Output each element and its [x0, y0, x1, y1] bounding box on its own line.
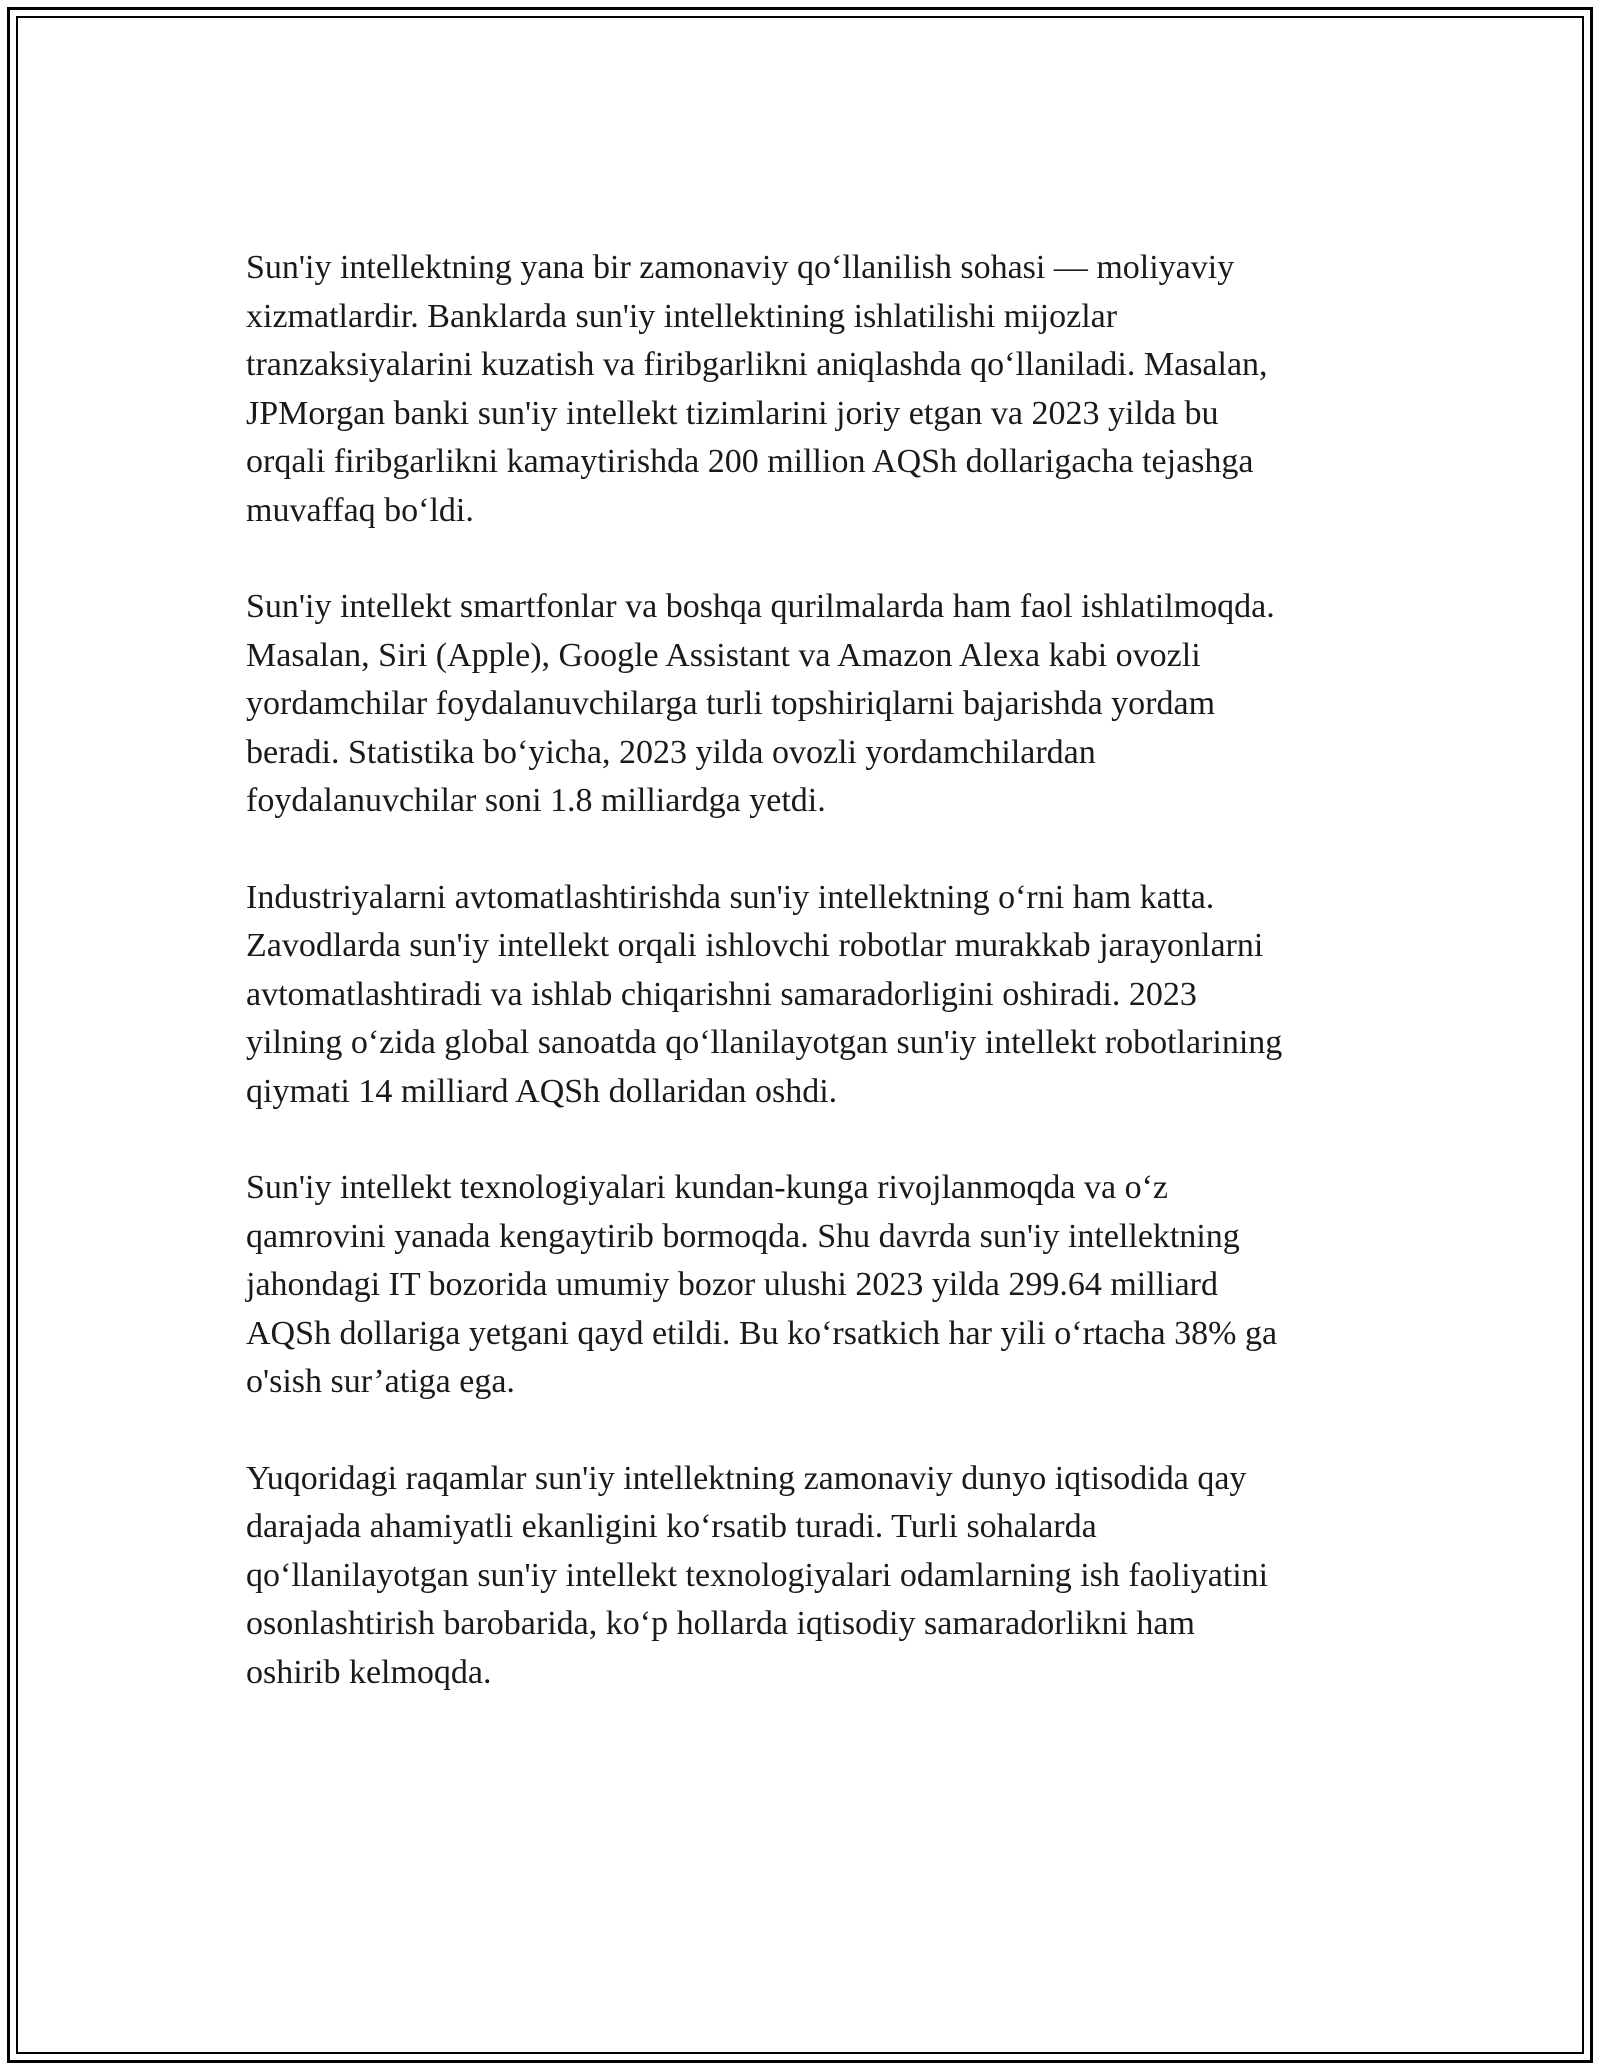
document-body	[246, 244, 1376, 1745]
page-border	[7, 7, 1593, 2063]
paragraph-conclusion: Yuqoridagi raqamlar sun'iy intellektning zamonaviy dunyo iqtisodida qay darajada ahamiyatli ekanligini ko‘rsatib turadi. Turli sohalarda qo‘llanilayotgan sun'iy intellekt texnologiyalari odamlarning ish faoliyatini osonlashtirish barobarida, ko‘p hollarda iqtisodiy samaradorlikni ham oshirib kelmoqda.	[246, 1459, 1269, 1691]
paragraph-market-share: Sun'iy intellekt texnologiyalari kundan-kunga rivojlanmoqda va o‘z qamrovini yanada kengaytirib bormoqda. Shu davrda sun'iy intellektning jahondagi IT bozorida umumiy bozor ulushi 2023 yilda 299.64 milliard AQSh dollariga yetgani qayd etildi. Bu ko‘rsatkich har yili o‘rtacha 38% ga o'sish sur’atiga ega.	[246, 1169, 1278, 1400]
paragraph-industry-automation: Industriyalarni avtomatlashtirishda sun'iy intellektning o‘rni ham katta. Zavodlarda sun'iy intellekt orqali ishlovchi robotlar murakkab jarayonlarni avtomatlashtiradi va ishlab chiqarishni samaradorligini oshiradi. 2023 yilning o‘zida global sanoatda qo‘llanilayotgan sun'iy intellekt robotlarining qiymati 14 milliard AQSh dollaridan oshdi.	[246, 878, 1283, 1110]
paragraph-voice-assistants: Sun'iy intellekt smartfonlar va boshqa qurilmalarda ham faol ishlatilmoqda. Masalan, Siri (Apple), Google Assistant va Amazon Alexa kabi ovozli yordamchilar foydalanuvchilarga turli topshiriqlarni bajarishda yordam beradi. Statistika bo‘yicha, 2023 yilda ovozli yordamchilardan foydalanuvchilar soni 1.8 milliardga yetdi.	[246, 588, 1275, 819]
paragraph-finance: Sun'iy intellektning yana bir zamonaviy qo‘llanilish sohasi — moliyaviy xizmatlardir. Banklarda sun'iy intellektining ishlatilishi mijozlar tranzaksiyalarini kuzatish va firibgarlikni aniqlashda qo‘llaniladi. Masalan, JPMorgan banki sun'iy intellekt tizimlarini joriy etgan va 2023 yilda bu orqali firibgarlikni kamaytirishda 200 million AQSh dollarigacha tejashga muvaffaq bo‘ldi.	[246, 249, 1268, 529]
